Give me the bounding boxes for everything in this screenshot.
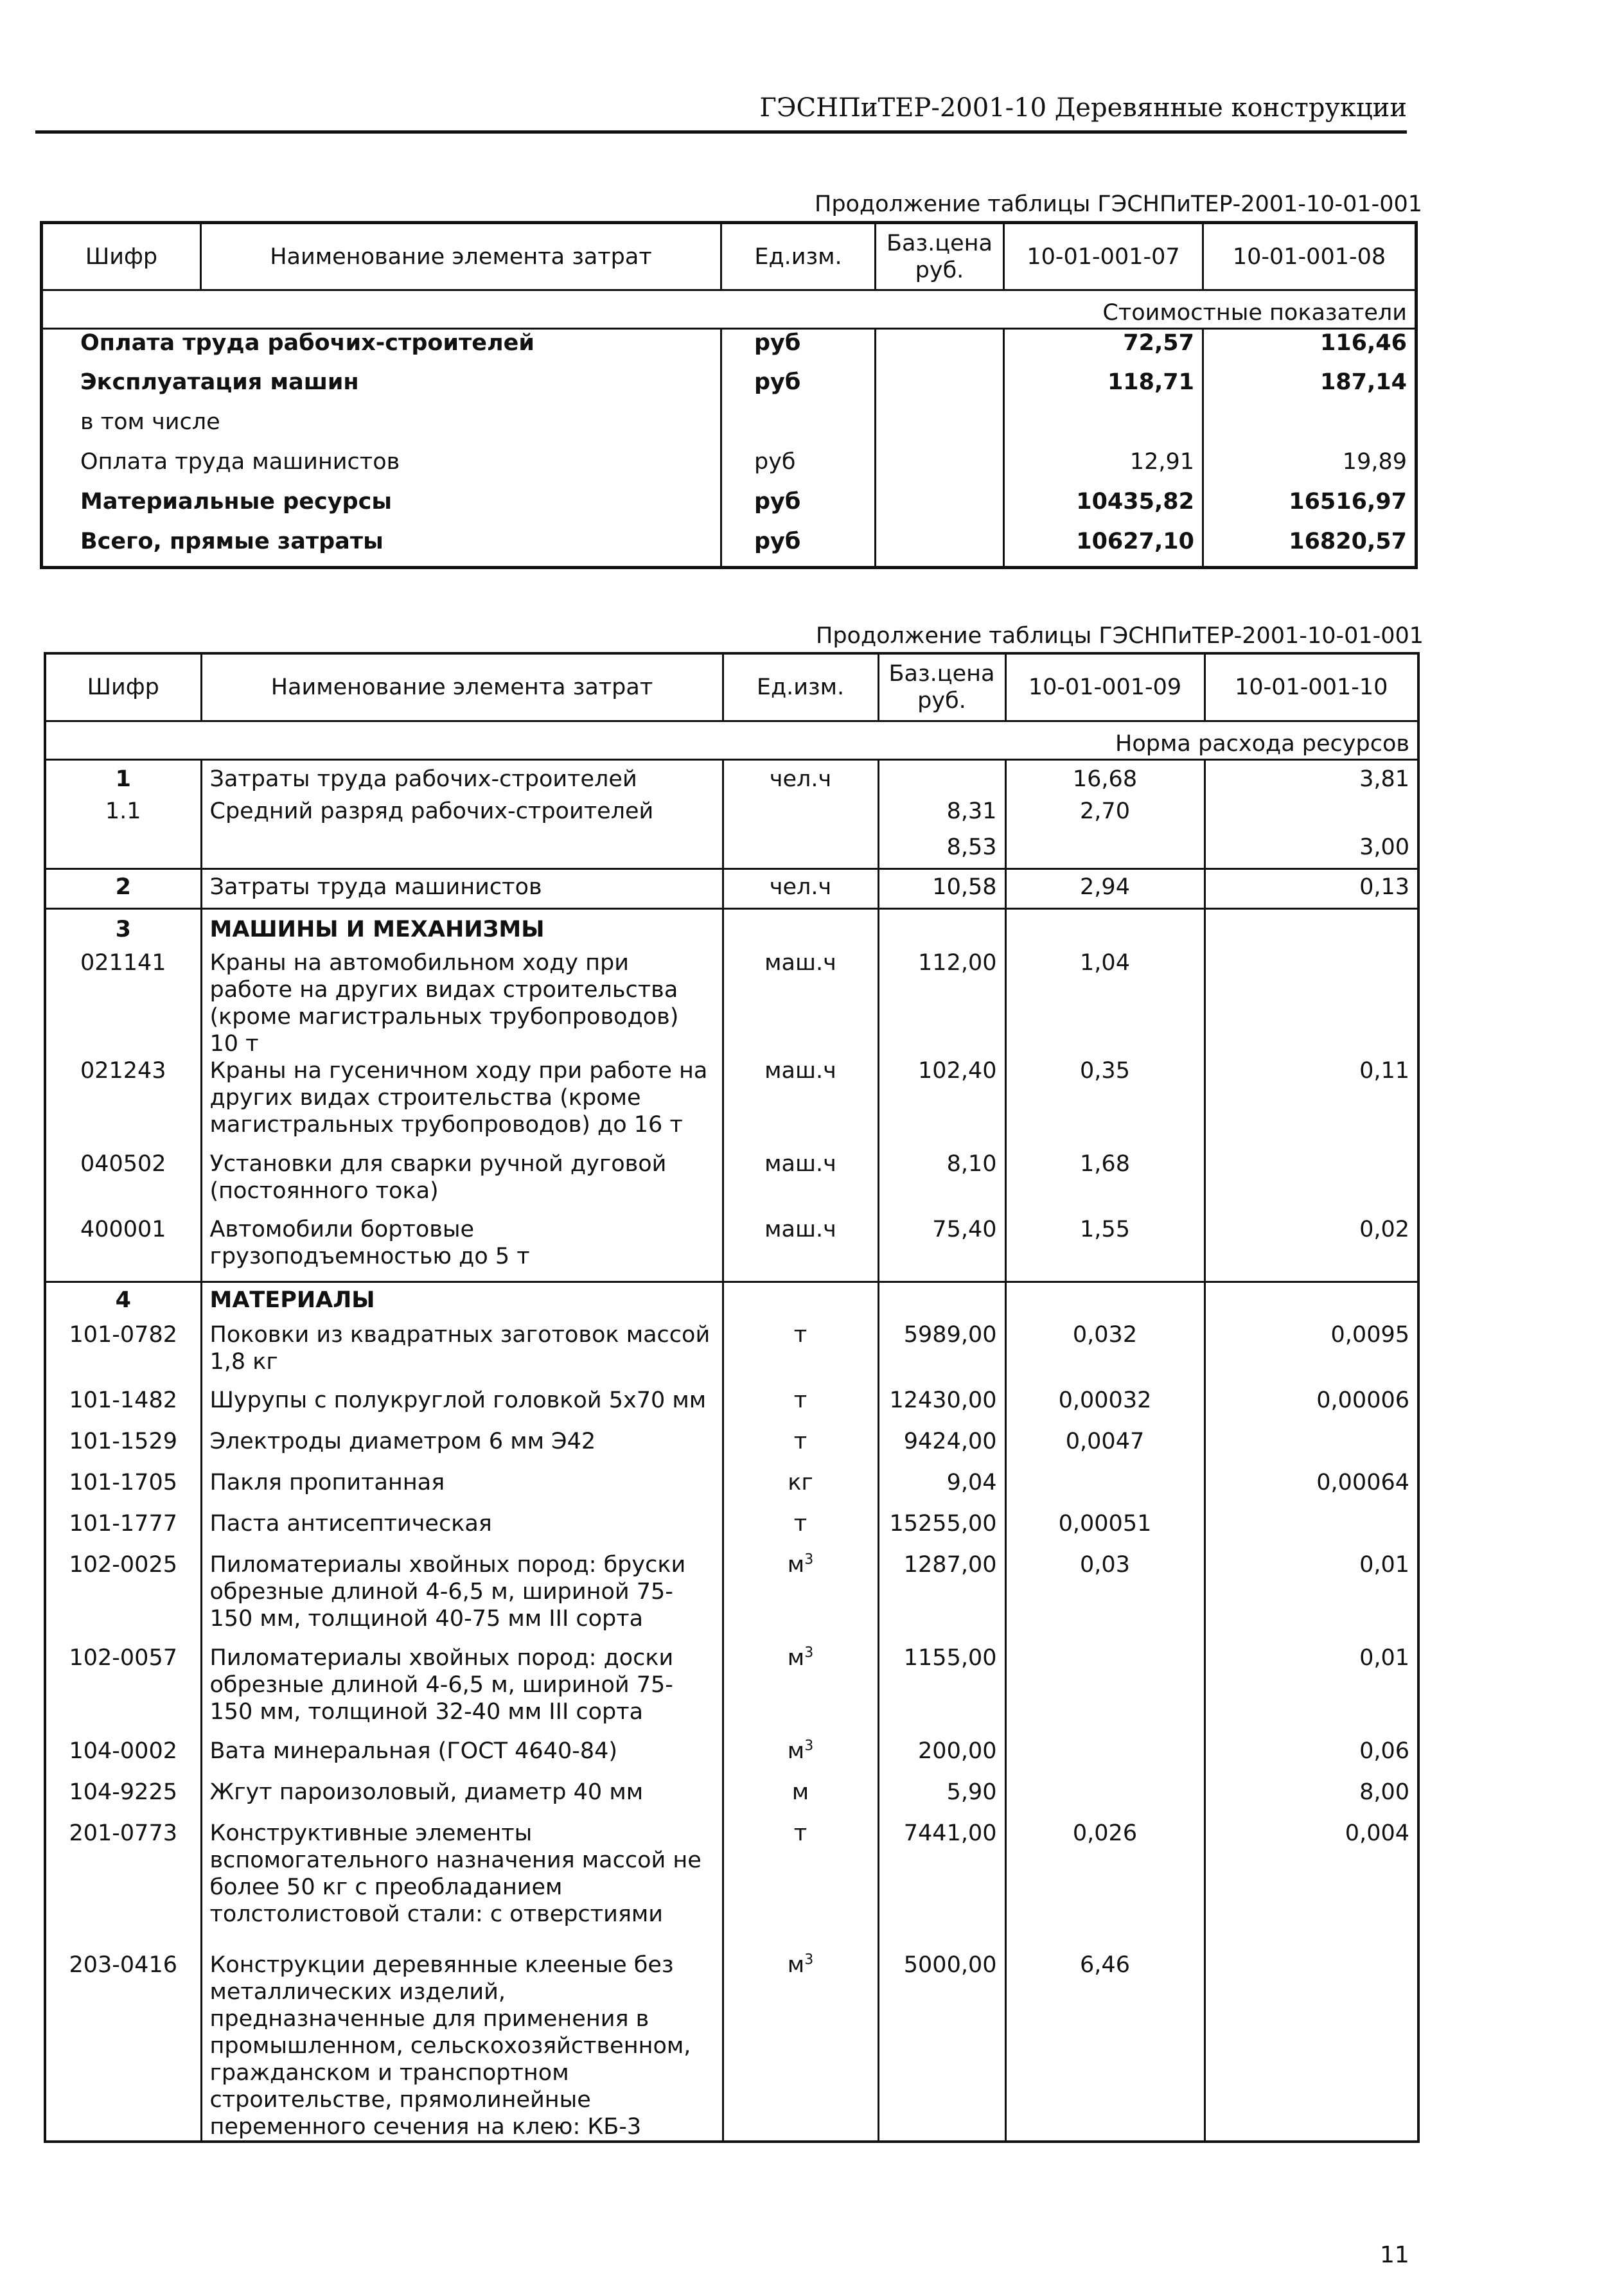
row-name: Средний разряд рабочих-строителей [201, 798, 723, 834]
row-value-a: 16,68 [1005, 759, 1205, 798]
table-row [42, 488, 1417, 528]
row-price: 5000,00 [878, 1952, 1005, 2142]
row-price [878, 759, 1005, 798]
row-price: 15255,00 [878, 1510, 1005, 1551]
row-unit: кг [723, 1469, 878, 1510]
row-name: Эксплуатация машин [42, 369, 721, 409]
table-row [45, 1428, 1418, 1469]
row-value-b [1205, 1952, 1418, 2142]
row-value-b: 16516,97 [1203, 488, 1417, 528]
row-code [45, 834, 201, 868]
cost-table [40, 221, 1418, 569]
row-value-b: 16820,57 [1203, 528, 1417, 568]
col-a-header: 10-01-001-09 [1005, 653, 1205, 721]
table-row [45, 1510, 1418, 1551]
row-name: Краны на автомобильном ходу при работе на других видах строительства (кроме магистральных трубопроводов) 10 т [201, 949, 723, 1057]
col-price-header: Баз.цена руб. [876, 223, 1004, 290]
row-value-a [1005, 834, 1205, 868]
table2-caption: Продолжение таблицы ГЭСНПиТЕР-2001-10-01-001 [816, 623, 1424, 649]
row-code: 021141 [45, 949, 201, 1057]
row-unit: т [723, 1820, 878, 1952]
table-row [45, 798, 1418, 834]
table-row [45, 1469, 1418, 1510]
row-price: 112,00 [878, 949, 1005, 1057]
row-code: 3 [45, 908, 201, 949]
table-row [45, 868, 1418, 908]
row-price: 9,04 [878, 1469, 1005, 1510]
col-b-header: 10-01-001-10 [1205, 653, 1418, 721]
table-row [45, 1321, 1418, 1387]
row-unit: м [723, 1779, 878, 1820]
header-title: ГЭСНПиТЕР-2001-10 Деревянные конструкции [759, 93, 1407, 123]
row-unit: $м^3$ [723, 1644, 878, 1738]
row-price: 7441,00 [878, 1820, 1005, 1952]
row-code: 104-0002 [45, 1738, 201, 1779]
row-name: МАШИНЫ И МЕХАНИЗМЫ [201, 908, 723, 949]
section-title: Стоимостные показатели [42, 290, 1417, 329]
row-value-b: 3,81 [1205, 759, 1418, 798]
col-price-header: Баз.цена руб. [878, 653, 1005, 721]
row-unit: руб [721, 448, 876, 488]
row-code: 101-1777 [45, 1510, 201, 1551]
row-unit [723, 834, 878, 868]
row-value-a: 2,70 [1005, 798, 1205, 834]
row-value-b: 0,02 [1205, 1216, 1418, 1282]
table-row [45, 949, 1418, 1057]
row-code: 1.1 [45, 798, 201, 834]
row-value-b: 0,00064 [1205, 1469, 1418, 1510]
row-name: Всего, прямые затраты [42, 528, 721, 568]
row-unit: руб [721, 528, 876, 568]
row-code: 101-1705 [45, 1469, 201, 1510]
row-name: Конструктивные элементы вспомогательного назначения массой не более 50 кг с преобладанием толстолистовой стали: с отверстиями [201, 1820, 723, 1952]
table-row [42, 409, 1417, 448]
row-unit: $м^3$ [723, 1952, 878, 2142]
table-row [42, 528, 1417, 568]
row-value-a: 0,03 [1005, 1551, 1205, 1644]
row-value-b: 116,46 [1203, 329, 1417, 369]
resource-table [44, 652, 1420, 2143]
row-value-a: 12,91 [1004, 448, 1203, 488]
row-name: Вата минеральная (ГОСТ 4640-84) [201, 1738, 723, 1779]
row-value-b [1205, 1428, 1418, 1469]
table-row [45, 908, 1418, 949]
row-unit: руб [721, 488, 876, 528]
row-value-b: 0,11 [1205, 1057, 1418, 1150]
row-name: Материальные ресурсы [42, 488, 721, 528]
row-price: 5989,00 [878, 1321, 1005, 1387]
row-code: 101-1529 [45, 1428, 201, 1469]
row-value-a [1005, 1779, 1205, 1820]
row-name: Конструкции деревянные клееные без металлических изделий, предназначенные для применения в промышленном, сельскохозяйственном, гражданском и транспортном строительстве, прямолинейные переменного сечения на клею: КБ-3 [201, 1952, 723, 2142]
section-title: Норма расхода ресурсов [45, 721, 1418, 759]
row-unit: $м^3$ [723, 1738, 878, 1779]
row-value-b [1205, 798, 1418, 834]
row-name: Электроды диаметром 6 мм Э42 [201, 1428, 723, 1469]
table-header-row [42, 223, 1417, 290]
row-unit [723, 798, 878, 834]
row-price: 9424,00 [878, 1428, 1005, 1469]
row-value-b [1205, 1150, 1418, 1216]
table-row [45, 1779, 1418, 1820]
table1-caption: Продолжение таблицы ГЭСНПиТЕР-2001-10-01-001 [815, 191, 1423, 217]
row-value-a: 1,04 [1005, 949, 1205, 1057]
col-name-header: Наименование элемента затрат [201, 223, 721, 290]
table-row [42, 369, 1417, 409]
col-unit-header: Ед.изм. [721, 223, 876, 290]
row-price: 8,31 [878, 798, 1005, 834]
row-price: 12430,00 [878, 1387, 1005, 1428]
row-name: МАТЕРИАЛЫ [201, 1282, 723, 1321]
row-price: 5,90 [878, 1779, 1005, 1820]
row-unit: т [723, 1428, 878, 1469]
row-value-b: 0,06 [1205, 1738, 1418, 1779]
table-row [45, 1738, 1418, 1779]
row-name: Установки для сварки ручной дуговой (постоянного тока) [201, 1150, 723, 1216]
page-number: 11 [1380, 2242, 1409, 2268]
row-value-a: 1,55 [1005, 1216, 1205, 1282]
row-value-a: 0,026 [1005, 1820, 1205, 1952]
row-name: Затраты труда рабочих-строителей [201, 759, 723, 798]
row-value-b: 0,00006 [1205, 1387, 1418, 1428]
section-row [42, 290, 1417, 329]
table-row [45, 759, 1418, 798]
row-name: Пиломатериалы хвойных пород: доски обрезные длиной 4-6,5 м, шириной 75-150 мм, толщиной 32-40 мм III сорта [201, 1644, 723, 1738]
row-name: в том числе [42, 409, 721, 448]
section-row [45, 721, 1418, 759]
row-value-b: 0,0095 [1205, 1321, 1418, 1387]
row-value-a: 6,46 [1005, 1952, 1205, 2142]
table-row [45, 1952, 1418, 2142]
table-row [45, 1150, 1418, 1216]
row-code: 2 [45, 868, 201, 908]
row-name: Краны на гусеничном ходу при работе на других видах строительства (кроме магистральных трубопроводов) до 16 т [201, 1057, 723, 1150]
table-row [45, 1282, 1418, 1321]
row-price: 1155,00 [878, 1644, 1005, 1738]
row-name: Пакля пропитанная [201, 1469, 723, 1510]
row-name: Поковки из квадратных заготовок массой 1,8 кг [201, 1321, 723, 1387]
row-value-b [1205, 1510, 1418, 1551]
row-code: 201-0773 [45, 1820, 201, 1952]
row-value-b [1205, 949, 1418, 1057]
row-value-a: 0,35 [1005, 1057, 1205, 1150]
row-unit: т [723, 1510, 878, 1551]
row-price: 10,58 [878, 868, 1005, 908]
row-value-a: 10627,10 [1004, 528, 1203, 568]
row-price: 8,53 [878, 834, 1005, 868]
row-value-b: 0,13 [1205, 868, 1418, 908]
row-value-b: 0,01 [1205, 1644, 1418, 1738]
row-unit: чел.ч [723, 868, 878, 908]
row-value-a: 72,57 [1004, 329, 1203, 369]
row-unit: маш.ч [723, 1057, 878, 1150]
col-unit-header: Ед.изм. [723, 653, 878, 721]
row-price: 75,40 [878, 1216, 1005, 1282]
row-name [201, 834, 723, 868]
row-value-b: 0,004 [1205, 1820, 1418, 1952]
row-code: 040502 [45, 1150, 201, 1216]
row-value-b: 19,89 [1203, 448, 1417, 488]
row-unit: маш.ч [723, 1150, 878, 1216]
row-unit: т [723, 1387, 878, 1428]
row-name: Затраты труда машинистов [201, 868, 723, 908]
table-row [45, 1057, 1418, 1150]
table-row [45, 1387, 1418, 1428]
row-price: 102,40 [878, 1057, 1005, 1150]
row-unit: руб [721, 369, 876, 409]
row-value-a: 0,032 [1005, 1321, 1205, 1387]
col-name-header: Наименование элемента затрат [201, 653, 723, 721]
table-header-row [45, 653, 1418, 721]
row-value-a: 2,94 [1005, 868, 1205, 908]
row-name: Оплата труда рабочих-строителей [42, 329, 721, 369]
row-value-b: 187,14 [1203, 369, 1417, 409]
col-a-header: 10-01-001-07 [1004, 223, 1203, 290]
row-code: 101-1482 [45, 1387, 201, 1428]
row-code: 101-0782 [45, 1321, 201, 1387]
row-name: Жгут пароизоловый, диаметр 40 мм [201, 1779, 723, 1820]
table-row [45, 1216, 1418, 1282]
row-code: 102-0057 [45, 1644, 201, 1738]
table-row [42, 448, 1417, 488]
row-name: Автомобили бортовые грузоподъемностью до 5 т [201, 1216, 723, 1282]
col-code-header: Шифр [42, 223, 201, 290]
row-price: 200,00 [878, 1738, 1005, 1779]
row-value-a [1005, 1644, 1205, 1738]
row-price: 1287,00 [878, 1551, 1005, 1644]
row-code: 104-9225 [45, 1779, 201, 1820]
table-row [45, 1644, 1418, 1738]
row-code: 203-0416 [45, 1952, 201, 2142]
row-code: 102-0025 [45, 1551, 201, 1644]
page-header [35, 93, 1407, 134]
row-code: 4 [45, 1282, 201, 1321]
table-row [45, 1820, 1418, 1952]
row-unit: чел.ч [723, 759, 878, 798]
row-code: 021243 [45, 1057, 201, 1150]
row-value-b: 3,00 [1205, 834, 1418, 868]
row-unit: т [723, 1321, 878, 1387]
row-unit: маш.ч [723, 1216, 878, 1282]
row-value-a [1005, 1469, 1205, 1510]
row-unit: $м^3$ [723, 1551, 878, 1644]
table-row [45, 1551, 1418, 1644]
row-value-a: 118,71 [1004, 369, 1203, 409]
col-b-header: 10-01-001-08 [1203, 223, 1417, 290]
row-name: Пиломатериалы хвойных пород: бруски обрезные длиной 4-6,5 м, шириной 75-150 мм, толщиной 40-75 мм III сорта [201, 1551, 723, 1644]
row-unit: маш.ч [723, 949, 878, 1057]
row-name: Шурупы с полукруглой головкой 5х70 мм [201, 1387, 723, 1428]
table-row [42, 329, 1417, 369]
row-value-a [1005, 1738, 1205, 1779]
row-value-a: 0,00051 [1005, 1510, 1205, 1551]
row-value-b: 8,00 [1205, 1779, 1418, 1820]
row-value-a: 0,00032 [1005, 1387, 1205, 1428]
col-code-header: Шифр [45, 653, 201, 721]
row-value-b: 0,01 [1205, 1551, 1418, 1644]
table-row [45, 834, 1418, 868]
row-code: 400001 [45, 1216, 201, 1282]
row-unit: руб [721, 329, 876, 369]
row-price: 8,10 [878, 1150, 1005, 1216]
row-name: Оплата труда машинистов [42, 448, 721, 488]
row-code: 1 [45, 759, 201, 798]
row-value-a: 0,0047 [1005, 1428, 1205, 1469]
row-value-a: 1,68 [1005, 1150, 1205, 1216]
row-name: Паста антисептическая [201, 1510, 723, 1551]
row-value-a: 10435,82 [1004, 488, 1203, 528]
